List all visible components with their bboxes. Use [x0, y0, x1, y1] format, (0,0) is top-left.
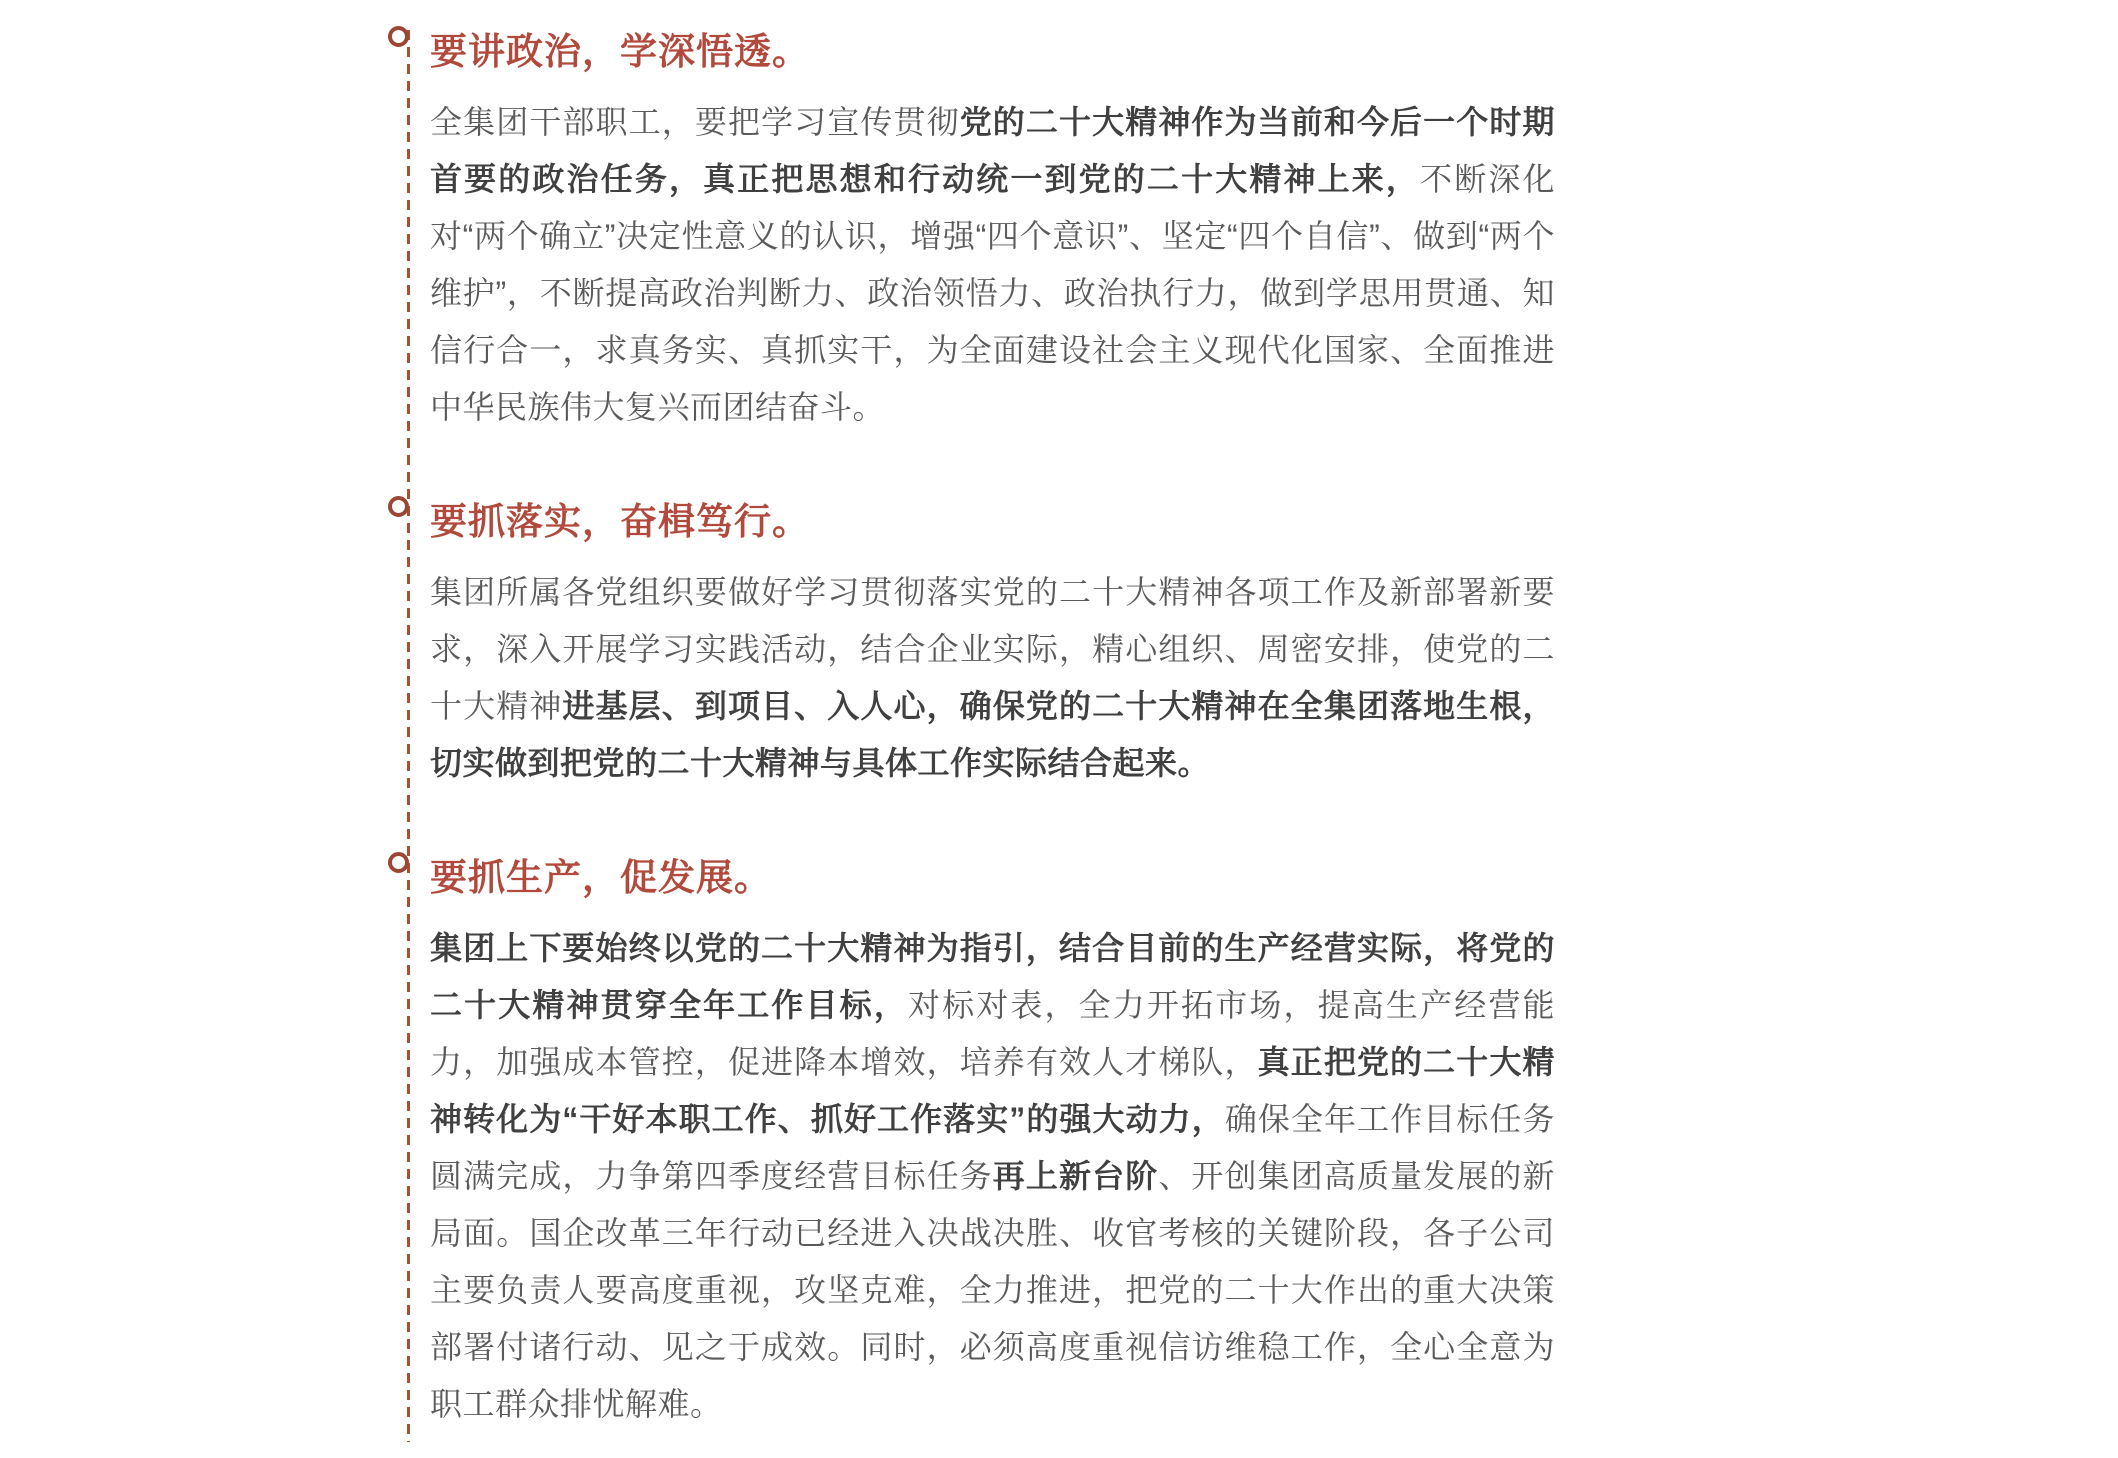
text-run: 进基层、到项目、入人心，确保党的二十大精神在全集团落地生根，切实做到把党的二十大精神与具体工作实际结合起来。	[430, 688, 1555, 781]
section-paragraph	[430, 94, 1555, 436]
section-heading: 要讲政治，学深悟透。	[430, 31, 810, 72]
text-run: 再上新台阶	[992, 1158, 1159, 1194]
article-section	[430, 500, 1555, 792]
article-section	[430, 856, 1555, 1433]
text-run: 不断深化对“两个确立”决定性意义的认识，增强“四个意识”、坚定“四个自信”、做到“两个维护”，不断提高政治判断力、政治领悟力、政治执行力，做到学思用贯通、知信行合一，求真务实、真抓实干，为全面建设社会主义现代化国家、全面推进中华民族伟大复兴而团结奋斗。	[430, 161, 1555, 425]
section-paragraph	[430, 564, 1555, 792]
text-run: 真正把党的二十大精神转化为“干好本职工作、抓好工作落实”的强大动力，	[430, 1044, 1555, 1137]
text-run: 、开创集团高质量发展的新局面。国企改革三年行动已经进入决战决胜、收官考核的关键阶段，各子公司主要负责人要高度重视，攻坚克难，全力推进，把党的二十大作出的重大决策部署付诸行动、见之于成效。同时，必须高度重视信访维稳工作，全心全意为职工群众排忧解难。	[430, 1158, 1555, 1422]
bullet-circle-icon	[388, 26, 409, 47]
section-heading: 要抓生产，促发展。	[430, 857, 772, 898]
dotted-timeline-rule	[407, 30, 410, 1442]
section-heading: 要抓落实，奋楫笃行。	[430, 501, 810, 542]
text-run: 集团上下要始终以党的二十大精神为指引，结合目前的生产经营实际，将党的二十大精神贯穿全年工作目标，	[430, 930, 1555, 1023]
text-run: 全集团干部职工，要把学习宣传贯彻	[430, 104, 960, 140]
bullet-circle-icon	[388, 496, 409, 517]
article-section	[430, 30, 1555, 436]
text-run: 确保全年工作目标任务圆满完成，力争第四季度经营目标任务	[430, 1101, 1555, 1194]
text-run: 集团所属各党组织要做好学习贯彻落实党的二十大精神各项工作及新部署新要求，深入开展学习实践活动，结合企业实际，精心组织、周密安排，使党的二十大精神	[430, 574, 1555, 724]
text-run: 对标对表，全力开拓市场，提高生产经营能力，加强成本管控，促进降本增效，培养有效人才梯队，	[430, 987, 1555, 1080]
bullet-circle-icon	[388, 852, 409, 873]
article	[407, 30, 1577, 1444]
section-paragraph	[430, 920, 1555, 1433]
text-run: 党的二十大精神作为当前和今后一个时期首要的政治任务，真正把思想和行动统一到党的二十大精神上来，	[430, 104, 1555, 197]
section-list	[430, 30, 1555, 1433]
